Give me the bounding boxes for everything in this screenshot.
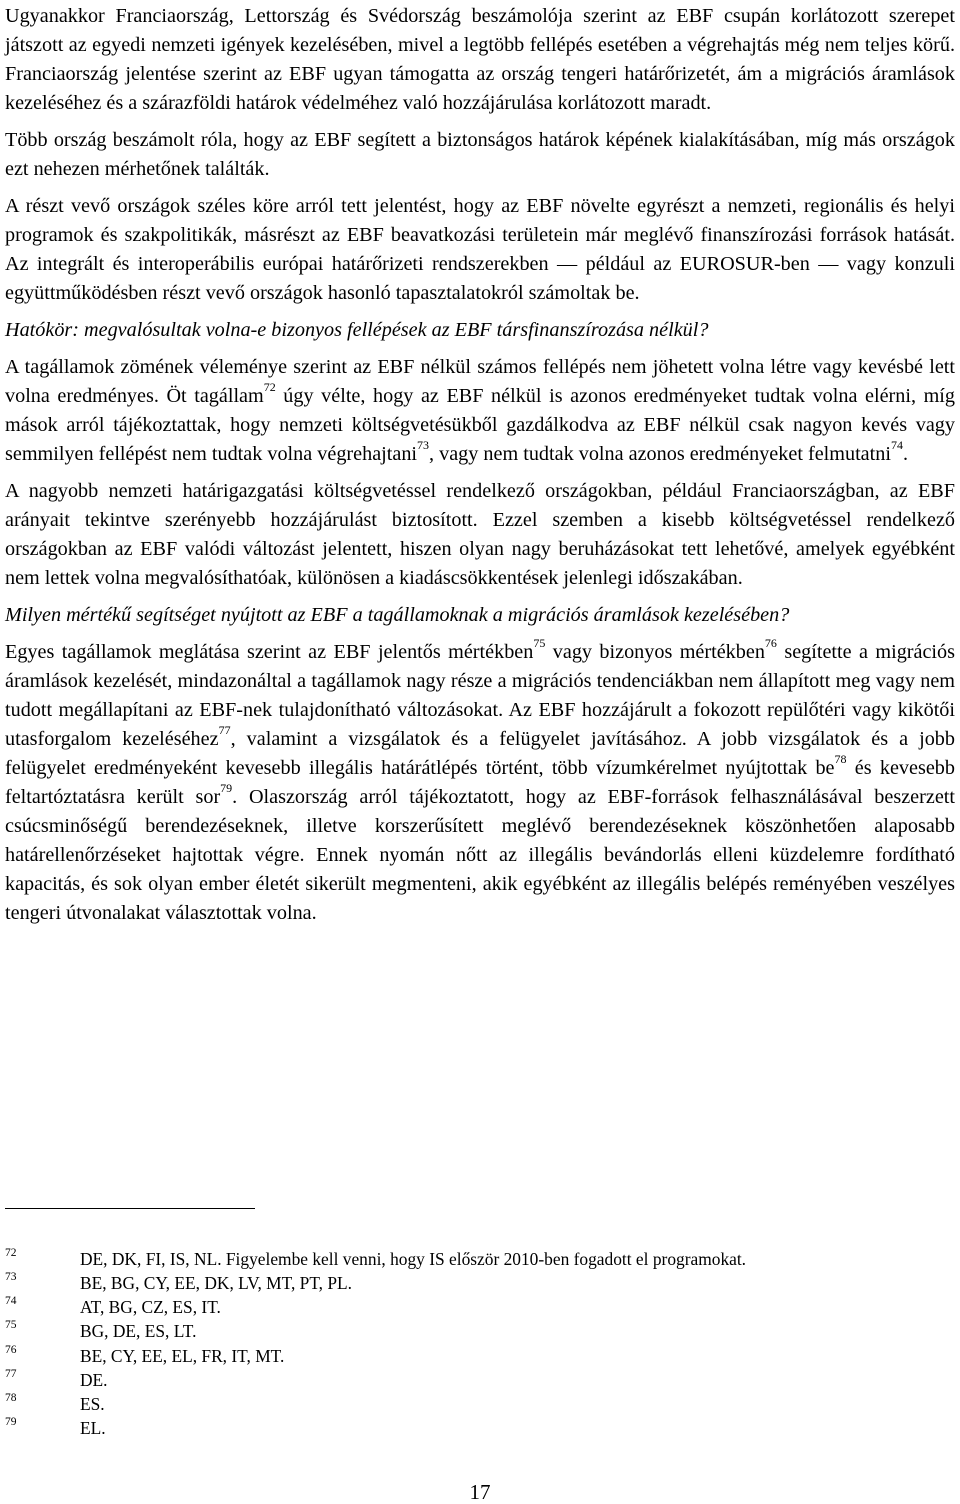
footnote-text: BE, BG, CY, EE, DK, LV, MT, PT, PL. bbox=[80, 1273, 353, 1293]
paragraph-6-text-d: , valamint a vizsgálatok és a felügyelet javításához. A jobb vizsgálatok és a jobb felügyelet eredményeként kevesebb illegális határátlépés történt, több vízumkérelmet nyújtottak be bbox=[5, 728, 955, 779]
footnote-number: 78 bbox=[5, 1392, 17, 1404]
footnote-number: 75 bbox=[5, 1319, 17, 1331]
footnote-separator bbox=[5, 1208, 255, 1209]
paragraph-4-text-b: úgy vélte, hogy az EBF nélkül is azonos eredményeket tudtak volna elérni, míg mások arról tájékoztattak, hogy nemzeti költségvetésükből gazdálkodva az EBF nélkül csak nagyon kevés vagy semmilyen fellépést nem tudtak volna végrehajtani bbox=[5, 385, 955, 465]
footnote-number: 74 bbox=[5, 1295, 17, 1307]
footnote-text: ES. bbox=[80, 1394, 105, 1414]
footnote-text: EL. bbox=[80, 1418, 106, 1438]
paragraph-6-text-b: vagy bizonyos mértékben bbox=[545, 641, 765, 663]
question-heading-1: Hatókör: megvalósultak volna-e bizonyos fellépések az EBF társfinanszírozása nélkül? bbox=[5, 319, 709, 341]
footnote-text: DE. bbox=[80, 1370, 108, 1390]
paragraph-6-text-c: segítette a migrációs áramlások kezelését, mindazonáltal a tagállamok nagy része a migrációs tendenciákban nem állapított meg vagy nem tudott megállapítani az EBF-nek tulajdonítható változásokat. Az EBF hozzájárult a fokozott repülőtéri vagy kikötői utasforgalom kezeléséhez bbox=[5, 641, 955, 750]
footnote-text: DE, DK, FI, IS, NL. Figyelembe kell venni, hogy IS először 2010-ben fogadott el programokat. bbox=[80, 1249, 747, 1269]
paragraph-5: A nagyobb nemzeti határigazgatási költségvetéssel rendelkező országokban, például Franciaországban, az EBF arányait tekintve szerényebb hozzájárulást biztosított. Ezzel szemben a kisebb költségvetéssel rendelkező országokban az EBF valódi változást jelentett, hiszen olyan nagy beruházásokat tett lehetővé, amelyek egyébként nem lettek volna megvalósíthatóak, különösen a kiadáscsökkentések jelenlegi időszakában. bbox=[5, 480, 955, 589]
footnote-ref-73[interactable]: 73 bbox=[417, 438, 430, 453]
footnote-number: 76 bbox=[5, 1344, 17, 1356]
footnote-ref-72[interactable]: 72 bbox=[263, 380, 276, 395]
footnote-76 bbox=[5, 1345, 955, 1369]
footnote-ref-74[interactable]: 74 bbox=[890, 438, 903, 453]
paragraph-4-text-a: A tagállamok zömének véleménye szerint az EBF nélkül számos fellépés nem jöhetett volna létre vagy kevésbé lett volna eredményes. Öt tagállam bbox=[5, 356, 955, 407]
footnote-78 bbox=[5, 1393, 955, 1417]
paragraph-4-text-d: . bbox=[902, 443, 908, 465]
footnote-77 bbox=[5, 1369, 955, 1393]
footnote-ref-77[interactable]: 77 bbox=[218, 723, 231, 738]
footnote-number: 72 bbox=[5, 1247, 17, 1259]
paragraph-6-text-f: . Olaszország arról tájékoztatott, hogy az EBF-források felhasználásával beszerzett csúcsminőségű berendezéseknek, illetve korszerűsített meglévő berendezéseknek köszönhetően alaposabb határellenőrzéseket hajtottak végre. Ennek nyomán nőtt az illegális bevándorlás elleni küzdelemre fordítható kapacitás, és sok olyan ember életét sikerült megmenteni, akik egyébként az illegális belépés reményében veszélyes tengeri útvonalakat választottak volna. bbox=[5, 786, 955, 924]
footnote-ref-76[interactable]: 76 bbox=[764, 636, 777, 651]
footnote-79 bbox=[5, 1417, 955, 1441]
paragraph-4-text-c: , vagy nem tudtak volna azonos eredményeket felmutatni bbox=[429, 443, 891, 465]
footnote-ref-75[interactable]: 75 bbox=[533, 636, 546, 651]
question-heading-2: Milyen mértékű segítséget nyújtott az EBF a tagállamoknak a migrációs áramlások kezelésében? bbox=[5, 604, 790, 626]
footnote-text: BE, CY, EE, EL, FR, IT, MT. bbox=[80, 1346, 285, 1366]
paragraph-3: A részt vevő országok széles köre arról tett jelentést, hogy az EBF növelte egyrészt a nemzeti, regionális és helyi programok és szakpolitikák, másrészt az EBF beavatkozási területein már meglévő finanszírozási források hatását. Az integrált és interoperábilis európai határőrizeti rendszerekben — például az EUROSUR-ben — vagy konzuli együttműködésben részt vevő országok hasonló tapasztalatokról számoltak be. bbox=[5, 195, 955, 304]
footnote-ref-79[interactable]: 79 bbox=[220, 781, 233, 796]
paragraph-4 bbox=[5, 353, 955, 469]
footnote-text: BG, DE, ES, LT. bbox=[80, 1321, 197, 1341]
main-text bbox=[5, 2, 955, 936]
page-number: 17 bbox=[469, 1480, 491, 1504]
footnote-number: 77 bbox=[5, 1368, 17, 1380]
paragraph-1: Ugyanakkor Franciaország, Lettország és Svédország beszámolója szerint az EBF csupán korlátozott szerepet játszott az egyedi nemzeti igények kezelésében, mivel a legtöbb fellépés esetében a végrehajtás még nem teljes körű. Franciaország jelentése szerint az EBF ugyan támogatta az ország tengeri határőrizetét, ám a migrációs áramlások kezeléséhez és a szárazföldi határok védelméhez való hozzájárulása korlátozott maradt. bbox=[5, 5, 955, 114]
footnote-ref-78[interactable]: 78 bbox=[834, 752, 847, 767]
footnote-72 bbox=[5, 1248, 955, 1272]
footnote-74 bbox=[5, 1296, 955, 1320]
footnote-number: 73 bbox=[5, 1271, 17, 1283]
footnote-number: 79 bbox=[5, 1416, 17, 1428]
footnote-73 bbox=[5, 1272, 955, 1296]
paragraph-6 bbox=[5, 638, 955, 928]
paragraph-6-text-e: és kevesebb feltartóztatásra került sor bbox=[5, 757, 955, 808]
footnote-75 bbox=[5, 1320, 955, 1344]
paragraph-6-text-a: Egyes tagállamok meglátása szerint az EBF jelentős mértékben bbox=[5, 641, 534, 663]
footnote-text: AT, BG, CZ, ES, IT. bbox=[80, 1297, 221, 1317]
paragraph-2: Több ország beszámolt róla, hogy az EBF segített a biztonságos határok képének kialakításában, míg más országok ezt nehezen mérhetőnek találták. bbox=[5, 129, 955, 180]
